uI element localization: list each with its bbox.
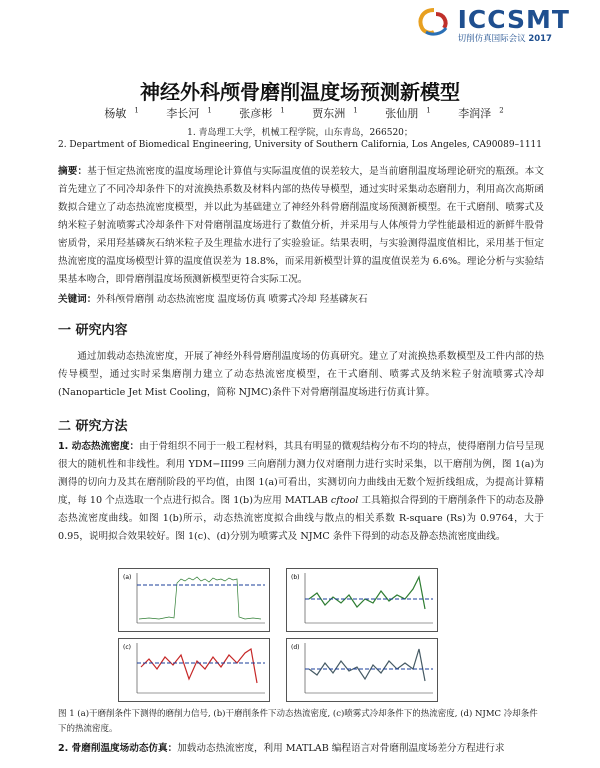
section-1-text: 通过加载动态热流密度，开展了神经外科骨磨削温度场的仿真研究。建立了对流换热系数模型及工件内部的热传导模型，通过实时采集磨削力建立了动态热流密度模型，在干式磨削、喷雾式及纳米粒子射流喷雾式冷却(Nanoparticle Jet Mist Cooling，简称 NJMC)条件下对骨磨削温度场进行仿真计算。 [58, 351, 544, 398]
logo-swirl-icon [414, 6, 454, 38]
keywords-label: 关键词： [58, 294, 97, 305]
panel-label-d: (d) [291, 644, 300, 651]
affiliation-2: 2. Department of Biomedical Engineering, University of Southern California, Los Angeles, CA90089–1111 [57, 140, 543, 150]
logo-subtitle: 切削仿真国际会议 2017 [457, 34, 552, 44]
author: 张仙朋 $^1$ [385, 106, 431, 120]
logo-name: ICCSMT [457, 5, 570, 34]
keywords-text: 外科颅骨磨削 动态热流密度 温度场仿真 喷雾式冷却 羟基磷灰石 [96, 294, 368, 305]
section-2-paragraph-2: 2. 骨磨削温度场动态仿真：加载动态热流密度，利用 MATLAB 编程语言对骨磨削温度场差分方程进行求 [58, 743, 505, 754]
panel-d-plot [287, 639, 437, 701]
section-heading-1: 一 研究内容 [58, 323, 128, 338]
panel-a-plot [119, 569, 269, 631]
author: 张彦彬 $^1$ [239, 106, 285, 120]
panel-label-c: (c) [123, 644, 131, 651]
figure-caption: 图 1 (a)干磨削条件下测得的磨削力信号, (b)干磨削条件下动态热流密度, (c)喷雾式冷却条件下的热流密度, (d) NJMC 冷却条件下的热流密度。 [58, 709, 538, 734]
affiliation-1: 1. 青岛理工大学，机械工程学院，山东青岛，266520； [187, 128, 413, 138]
abstract-text: 基于恒定热流密度的温度场理论计算值与实际温度值的误差较大，是当前磨削温度场理论研究的瓶颈。本文首先建立了不同冷却条件下的对流换热系数及材料内部的热传导模型，通过实时采集动态磨削力，利用高次高斯函数拟合建立了动态热流密度模型，并以此为基础建立了神经外科骨磨削温度场预测新模型。在干式磨削、喷雾式及纳米粒子射流喷雾式冷却条件下对骨磨削温度场进行了数值分析，并采用与人体颅骨力学性能最相近的新鲜牛股骨密质骨，采用羟基磷灰石纳米粒子及生理盐水进行了实验验证。结果表明，与实验测得温度值相比，采用基于恒定热流密度的温度场模型计算的温度值误差为 18.8%，而采用新模型计算的温度值误差为 6.6%。理论分析与实验结果基本吻合，即骨磨削温度场预测新模型更符合实际工况。 [58, 166, 545, 285]
figure-1 [118, 568, 438, 703]
keywords [58, 291, 544, 309]
figure-panel-c [118, 638, 270, 702]
author: 杨敏 $^1$ [104, 106, 139, 120]
author: 李润泽 $^2$ [458, 106, 504, 120]
panel-b-plot [287, 569, 437, 631]
panel-label-a: (a) [123, 574, 132, 581]
figure-panel-b [286, 568, 438, 632]
author-list [0, 105, 600, 121]
author: 李长河 $^1$ [166, 106, 212, 120]
author: 贾东洲 $^1$ [312, 106, 358, 120]
abstract-label: 摘要： [58, 166, 88, 177]
panel-label-b: (b) [291, 574, 300, 581]
abstract [58, 163, 544, 289]
paper-title: 神经外科颅骨磨削温度场预测新模型 [140, 80, 460, 104]
section-2-paragraph-1: 1. 动态热流密度：由于骨组织不同于一般工程材料，其具有明显的微观结构分布不均的特点，使得磨削力信号呈现很大的随机性和非线性。利用 YDM−III99 三向磨削力测力仪对磨削力进行实时采集，以干磨削为例，图 1(a)为测得的切向力及其在磨削阶段的平均值，由图 1(a)可看出，实测切向力曲线由无数个短折线组成，为提高计算精度，每 10 个点选取一个点进行拟合。图 1(b)为应用 MATLAB cftool 工具箱拟合得到的干磨削条件下的动态及静态热流密度曲线。如图 1(b)所示，动态热流密度拟合曲线与散点的相关系数 R-square (Rs)为 0.9764，大于 0.95，说明拟合效果较好。图 1(c)、(d)分别为喷雾式及 NJMC 条件下得到的动态及静态热流密度曲线。 [58, 441, 544, 542]
figure-panel-d [286, 638, 438, 702]
figure-panel-a [118, 568, 270, 632]
section-heading-2: 二 研究方法 [58, 419, 128, 434]
panel-c-plot [119, 639, 269, 701]
conference-logo [414, 6, 570, 44]
